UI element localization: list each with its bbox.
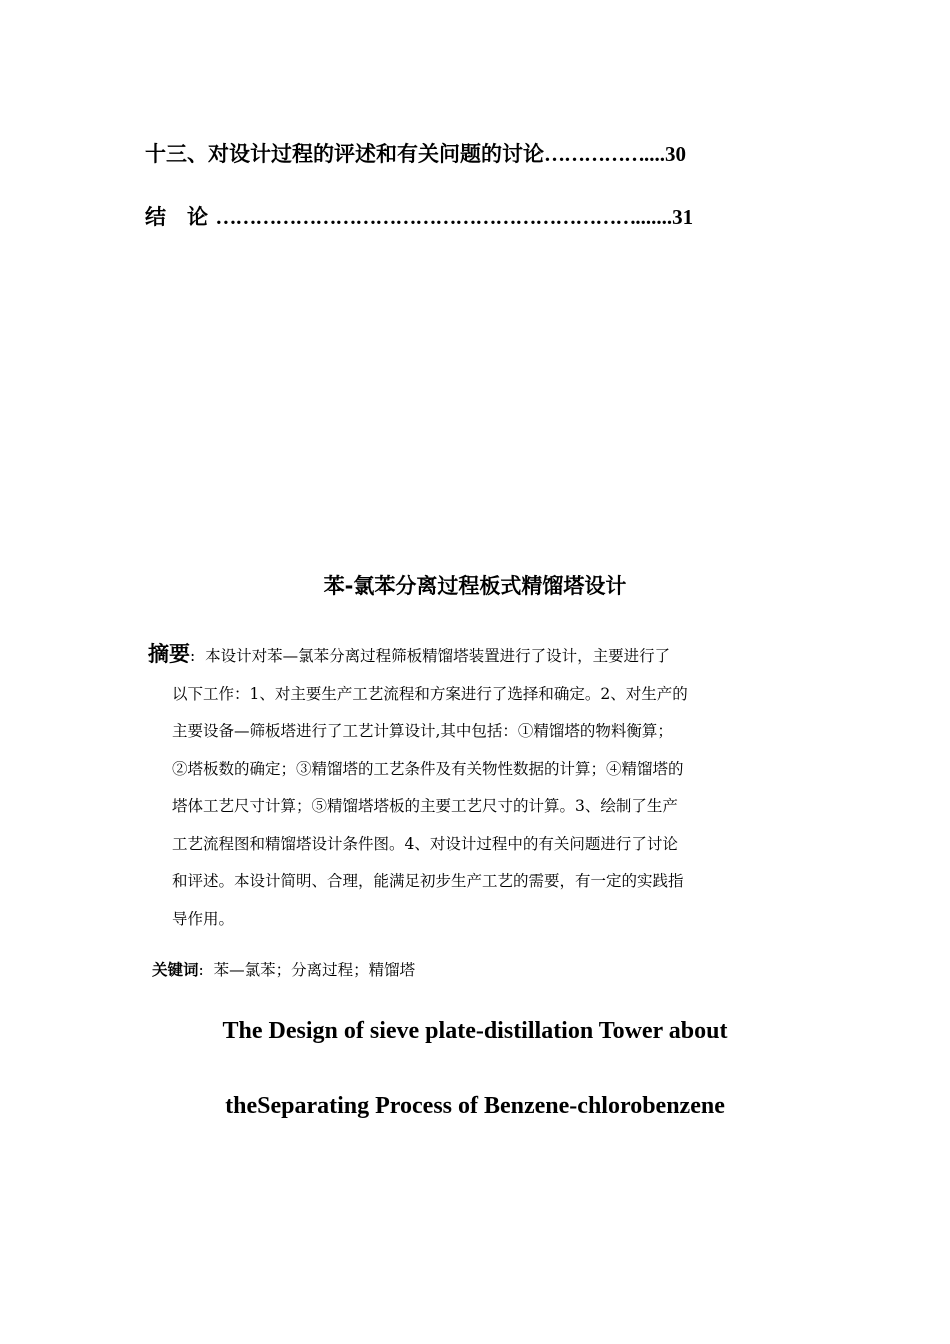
abstract-text-line: 塔体工艺尺寸计算；⑤精馏塔塔板的主要工艺尺寸的计算。3、绘制了生产 <box>172 797 678 815</box>
abstract-section <box>148 636 808 938</box>
keywords-line <box>152 958 415 980</box>
abstract-text-line: 主要设备—筛板塔进行了工艺计算设计,其中包括：①精馏塔的物料衡算； <box>172 722 673 740</box>
english-title-line-1: The Design of sieve plate-distillation Tower about <box>222 1018 728 1044</box>
toc-entry-label: 结 论 <box>145 205 208 229</box>
toc-entry-13[interactable] <box>145 138 785 168</box>
toc-leader: ……………………………………………………… <box>215 205 636 229</box>
toc-page-number: ....30 <box>644 142 686 166</box>
chinese-title: 苯-氯苯分离过程板式精馏塔设计 <box>323 574 627 598</box>
abstract-separator: : <box>190 647 196 665</box>
english-title-line-2: theSeparating Process of Benzene-chlorobenzene <box>225 1093 725 1119</box>
abstract-text-line: 本设计对苯—氯苯分离过程筛板精馏塔装置进行了设计，主要进行了 <box>205 647 671 665</box>
abstract-first-line <box>148 636 808 676</box>
toc-leader: …………… <box>544 142 644 166</box>
keywords-text: 苯—氯苯；分离过程；精馏塔 <box>213 961 416 979</box>
abstract-text-line: 以下工作：1、对主要生产工艺流程和方案进行了选择和确定。2、对生产的 <box>172 684 688 703</box>
abstract-text-line: 和评述。本设计简明、合理，能满足初步生产工艺的需要，有一定的实践指 <box>172 872 684 890</box>
keywords-label: 关键词 <box>152 961 199 979</box>
toc-entry-label: 十三、对设计过程的评述和有关问题的讨论 <box>145 142 544 166</box>
toc-page-number: .......31 <box>635 205 694 229</box>
abstract-text-line: 工艺流程图和精馏塔设计条件图。4、对设计过程中的有关问题进行了讨论 <box>172 834 678 853</box>
abstract-label: 摘要 <box>148 642 190 666</box>
toc-entry-conclusion[interactable] <box>145 201 785 231</box>
abstract-text-line: ②塔板数的确定；③精馏塔的工艺条件及有关物性数据的计算；④精馏塔的 <box>172 759 684 778</box>
abstract-text-line: 导作用。 <box>172 909 235 928</box>
keywords-separator: : <box>198 961 204 979</box>
abstract-body <box>148 676 808 939</box>
